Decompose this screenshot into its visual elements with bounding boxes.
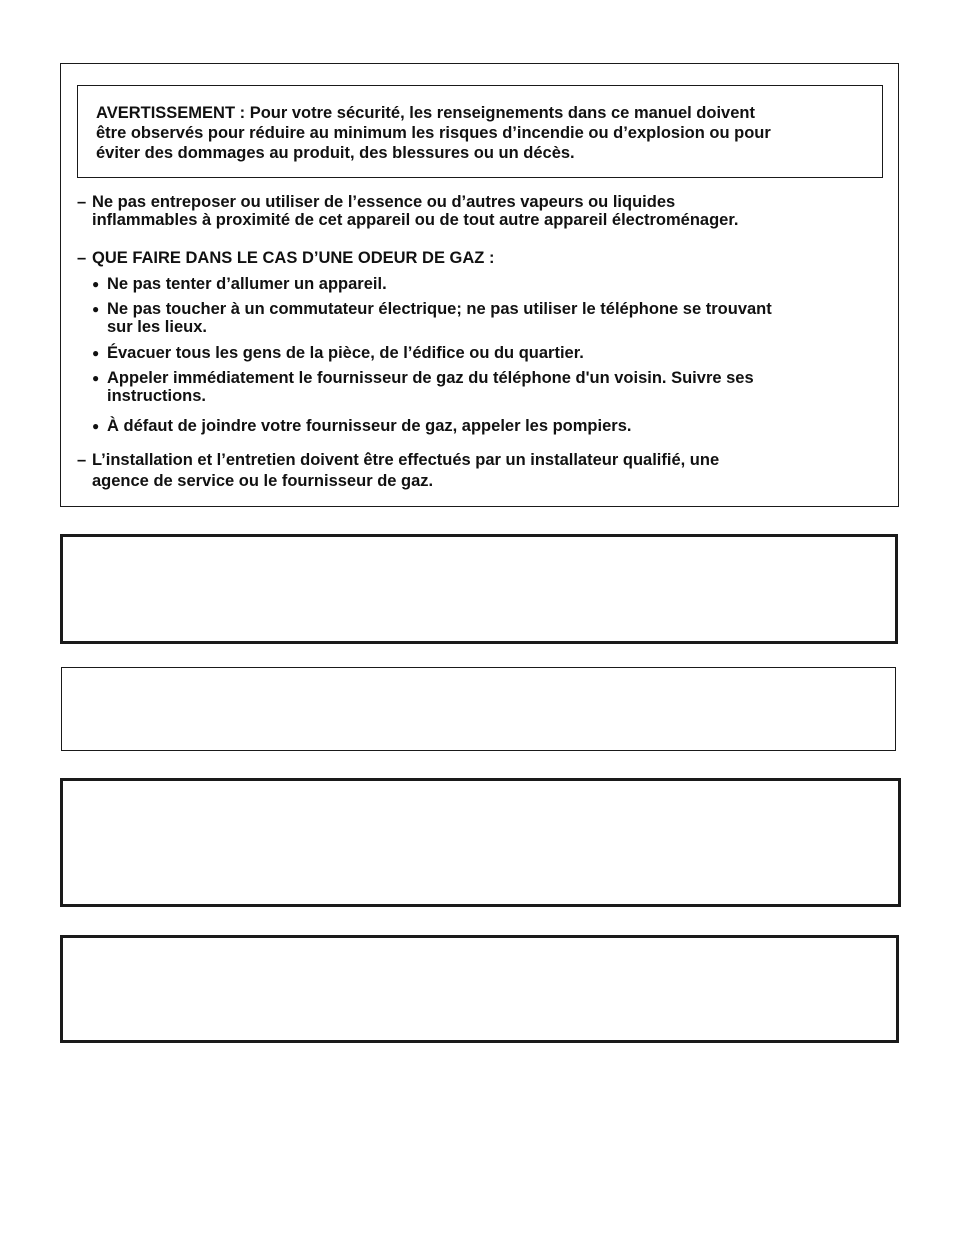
bullet-3-text: Évacuer tous les gens de la pièce, de l’édifice ou du quartier. [107,344,584,362]
warning-line-2: être observés pour réduire au minimum les risques d’incendie ou d’explosion ou pour [96,124,771,142]
empty-box-2 [61,667,896,751]
item-3-line-2: agence de service ou le fournisseur de gaz. [92,472,434,490]
bullet-4-dot: ● [92,371,100,385]
bullet-1-dot: ● [92,277,100,291]
bullet-5-text: À défaut de joindre votre fournisseur de gaz, appeler les pompiers. [107,417,632,435]
item-3-dash: – [77,451,87,469]
item-2-dash: – [77,249,87,267]
bullet-3-dot: ● [92,346,100,360]
item-1-dash: – [77,193,87,211]
bullet-4-text-line-2: instructions. [107,387,207,405]
bullet-2-text-line-2: sur les lieux. [107,318,207,336]
item-1-line-1: Ne pas entreposer ou utiliser de l’essence ou d’autres vapeurs ou liquides [92,193,676,211]
empty-box-1 [60,534,898,644]
bullet-4-text-line-1: Appeler immédiatement le fournisseur de gaz du téléphone d'un voisin. Suivre ses [107,369,754,387]
gas-odor-heading: QUE FAIRE DANS LE CAS D’UNE ODEUR DE GAZ : [92,249,495,267]
bullet-5-dot: ● [92,419,100,433]
bullet-2-dot: ● [92,302,100,316]
warning-line-1: AVERTISSEMENT : Pour votre sécurité, les renseignements dans ce manuel doivent [96,104,755,122]
warning-statement [96,103,876,163]
item-1-line-2: inflammables à proximité de cet appareil ou de tout autre appareil électroménager. [92,211,739,229]
item-3-line-1: L’installation et l’entretien doivent être effectués par un installateur qualifié, une [92,451,720,469]
empty-box-3 [60,778,901,907]
warning-line-3: éviter des dommages au produit, des blessures ou un décès. [96,144,575,162]
bullet-2-text-line-1: Ne pas toucher à un commutateur électrique; ne pas utiliser le téléphone se trouvant [107,300,772,318]
empty-box-4 [60,935,899,1043]
bullet-1-text: Ne pas tenter d’allumer un appareil. [107,275,387,293]
